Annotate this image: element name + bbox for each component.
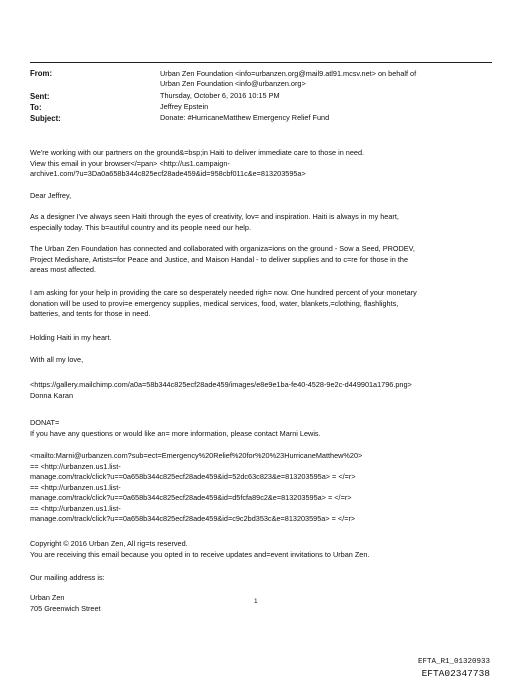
tracking-link[interactable]: == <http://urbanzen.us1.list- bbox=[30, 461, 121, 471]
contact-line: If you have any questions or would like an= more information, please contact Marni Lewis. bbox=[30, 428, 321, 438]
browser-link-cont[interactable]: archive1.com/?u=3Da0a658b344c825ecf28ade459&id=958cbf011c&e=813203595a> bbox=[30, 169, 306, 178]
browser-link[interactable]: View this email in your browser</=pan> <http://us1.campaign- bbox=[30, 158, 230, 168]
paragraph-2 bbox=[30, 244, 492, 276]
tracking-link[interactable]: manage.com/track/click?u==0a658b344c825ecf28ade459&id=d5fcfa89c2&e=813203595a> = </=r> bbox=[30, 493, 352, 502]
paragraph-3 bbox=[30, 288, 492, 320]
copyright-block bbox=[30, 539, 492, 560]
intro-line: We're working with our partners on the ground&=bsp;in Haiti to deliver immediate care to those in need. bbox=[30, 148, 365, 157]
links-block bbox=[30, 451, 492, 525]
paragraph-1 bbox=[30, 212, 492, 233]
footer-ref-2: EFTA02347738 bbox=[421, 668, 490, 679]
paragraph-line: The Urban Zen Foundation has connected and collaborated with organiza=ions on the ground - Sow a Seed, PRODEV, bbox=[30, 244, 415, 253]
from-line: Urban Zen Foundation <info@urbanzen.org> bbox=[160, 79, 306, 88]
tracking-link[interactable]: manage.com/track/click?u==0a658b344c825ecf28ade459&id=52dc63c823&e=813203595a> = </=r> bbox=[30, 472, 356, 481]
donate-heading[interactable]: DONAT= bbox=[30, 418, 60, 427]
paragraph-line: areas most affected. bbox=[30, 265, 96, 274]
sent-label: Sent: bbox=[30, 92, 50, 101]
tracking-link[interactable]: manage.com/track/click?u==0a658b344c825ecf28ade459&id=c9c2bd353c&e=813203595a> = </=r> bbox=[30, 514, 356, 523]
paragraph-line: especially today. This b=autiful country and its people need our help. bbox=[30, 222, 252, 232]
mailing-address bbox=[30, 593, 492, 614]
subject-label: Subject: bbox=[30, 114, 61, 123]
paragraph-line: batteries, and tents for those in need. bbox=[30, 309, 151, 318]
to-value: Jeffrey Epstein bbox=[160, 102, 209, 111]
footer-ref-1: EFTA_R1_01320933 bbox=[417, 658, 490, 666]
sent-value: Thursday, October 6, 2016 10:15 PM bbox=[160, 91, 280, 100]
paragraph-line: As a designer I've always seen Haiti through the eyes of creativity, lov= and inspiration. Haiti is always in my heart, bbox=[30, 212, 399, 221]
subject-value: Donate: #HurricaneMatthew Emergency Relief Fund bbox=[160, 113, 330, 122]
address-line: 705 Greenwich Street bbox=[30, 603, 101, 613]
from-label: From: bbox=[30, 69, 53, 78]
holding-line: Holding Haiti in my heart. bbox=[30, 333, 112, 342]
donate-block bbox=[30, 418, 492, 439]
signature-name: Donna Karan bbox=[30, 390, 74, 400]
header-top-rule bbox=[30, 62, 492, 63]
paragraph-line: donation will be used to provi=e emergency supplies, medical services, food, water, blankets,=clothing, flashlights, bbox=[30, 298, 399, 308]
subscription-line: You are receiving this email because you opted in to receive updates and=event invitations to Urban Zen. bbox=[30, 549, 370, 559]
mailing-address-label: Our mailing address is: bbox=[30, 573, 105, 582]
tracking-link[interactable]: == <http://urbanzen.us1.list- bbox=[30, 503, 121, 513]
copyright-line: Copyright © 2016 Urban Zen, All rig=ts reserved. bbox=[30, 539, 188, 548]
greeting: Dear Jeffrey, bbox=[30, 191, 72, 200]
mailto-link[interactable]: <mailto:Marni@urbanzen.com?sub=ect=Emergency%20Relief%20for%20%23HurricaneMatthew%20> bbox=[30, 451, 363, 460]
intro-paragraph bbox=[30, 148, 492, 180]
signature-block bbox=[30, 380, 492, 401]
image-link[interactable]: <https://gallery.mailchimp.com/a0a=58b344c825ecf28ade459/images/e8e9e1ba-fe40-4528-9e2c-d449901a1796.png> bbox=[30, 380, 412, 389]
paragraph-line: Project Medishare, Artists=for Peace and Justice, and Maison Handal - to deliver supplies and to c=re for those in the bbox=[30, 254, 409, 264]
closing-line: With all my love, bbox=[30, 355, 84, 364]
page-number: 1 bbox=[254, 598, 258, 605]
paragraph-line: I am asking for your help in providing the care so desperately needed righ= now. One hundred percent of your monetary bbox=[30, 288, 417, 297]
address-line: Urban Zen bbox=[30, 593, 65, 602]
from-line: Urban Zen Foundation <info=urbanzen.org@mail9.atl91.mcsv.net> on behalf of bbox=[160, 69, 417, 78]
from-value bbox=[160, 69, 490, 89]
tracking-link[interactable]: == <http://urbanzen.us1.list- bbox=[30, 482, 121, 492]
to-label: To: bbox=[30, 103, 42, 112]
